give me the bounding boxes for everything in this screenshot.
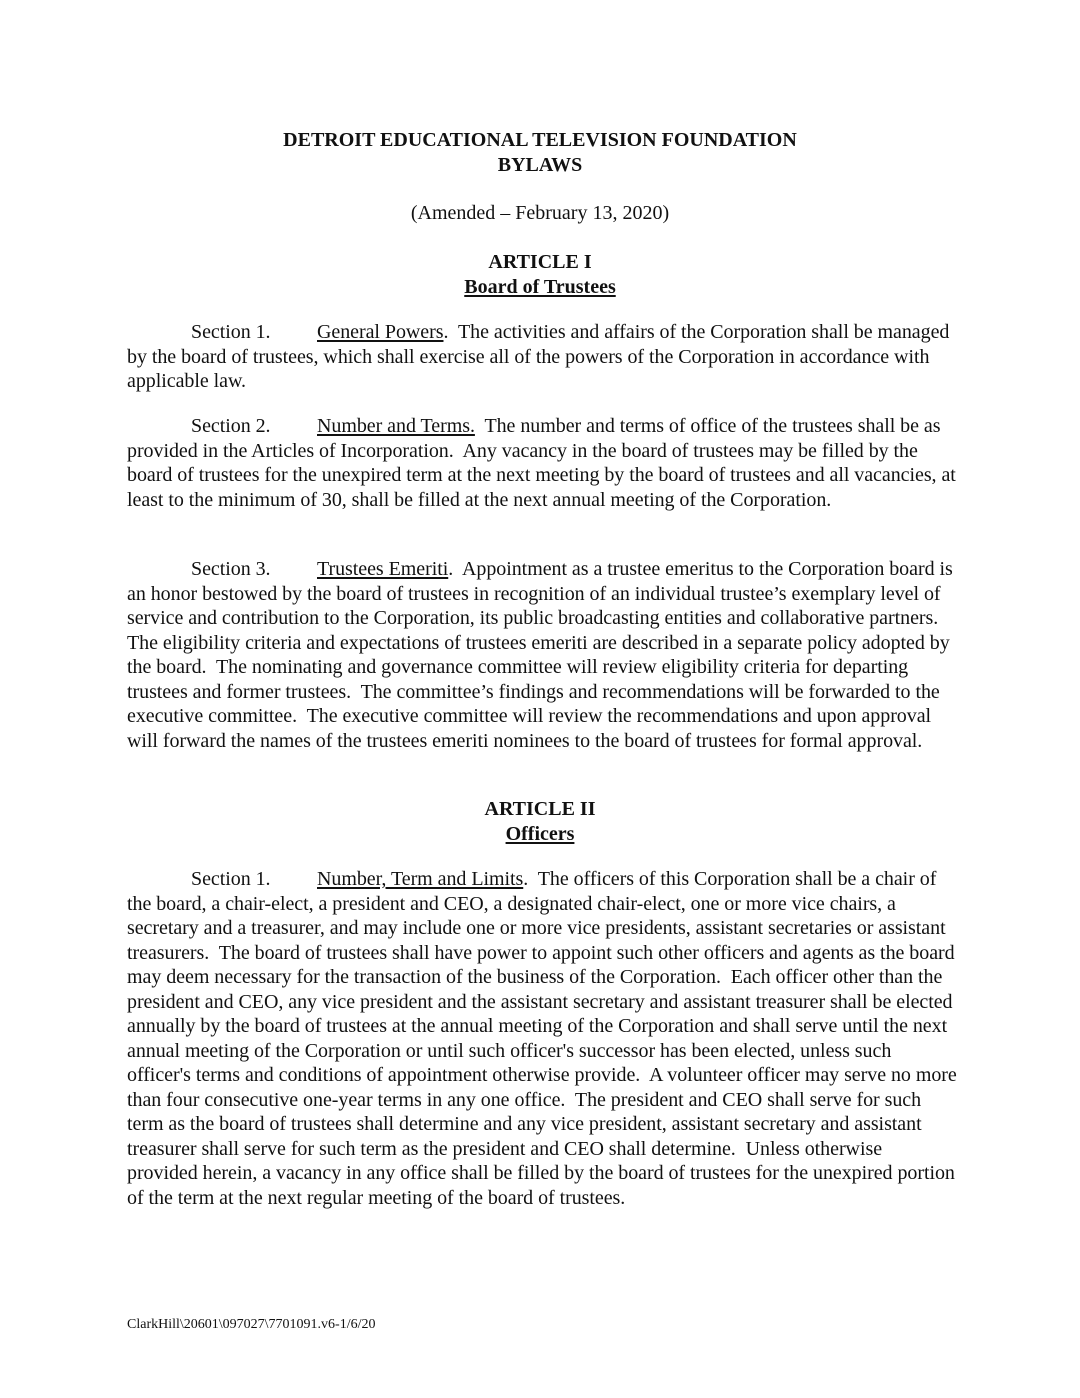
article-2-subheading: Officers — [505, 822, 575, 845]
article-2-header — [0, 797, 1080, 846]
article-1-section-1 — [127, 320, 957, 394]
section-text: The activities and affairs of the Corporation shall be managed by the board of trustees, which shall exercise all of the powers of the Corporation in accordance with applicable law. — [127, 321, 955, 392]
article-1-section-2 — [127, 414, 961, 512]
section-number: Section 2. — [191, 415, 271, 437]
amended-date: (Amended – February 13, 2020) — [410, 202, 670, 224]
section-text: Appointment as a trustee emeritus to the Corporation board is an honor bestowed by the board of trustees in recognition of an individual trustee’s exemplary level of service and contribution to the Corporation, its public broadcasting entities and collaborative partners. The eligibility criteria and expectations of trustees emeriti are described in a separate policy adopted by the board. The nominating and governance committee will review eligibility criteria for departing trustees and former trustees. The committee’s findings and recommendations will be forwarded to the executive committee. The executive committee will review the recommendations and upon approval will forward the names of the trustees emeriti nominees to the board of trustees for formal approval. — [127, 558, 958, 752]
title-line-1: DETROIT EDUCATIONAL TELEVISION FOUNDATION — [283, 129, 797, 151]
section-title: Number, Term and Limits — [317, 868, 524, 890]
footer-doc-id: ClarkHill\20601\097027\7701091.v6-1/6/20 — [127, 1317, 376, 1332]
section-title-suffix: . — [448, 558, 454, 580]
section-text: The number and terms of office of the trustees shall be as provided in the Articles of Incorporation. Any vacancy in the board of trustees may be filled by the board of trustees for the unexpired term at the next meeting by the board of trustees and all vacancies, at least to the minimum of 30, shall be filled at the next annual meeting of the Corporation. — [127, 415, 961, 511]
article-1-subheading: Board of Trustees — [464, 275, 616, 298]
section-number: Section 3. — [191, 558, 271, 580]
article-2-heading: ARTICLE II — [484, 798, 596, 820]
section-number: Section 1. — [191, 321, 271, 343]
document-title — [0, 128, 1080, 177]
section-title-suffix: . — [523, 868, 529, 890]
section-title: Number and Terms. — [317, 415, 475, 437]
section-title: General Powers — [317, 321, 444, 343]
section-title: Trustees Emeriti — [317, 558, 449, 580]
article-1-header — [0, 250, 1080, 299]
section-text: The officers of this Corporation shall be a chair of the board, a chair-elect, a president and CEO, a designated chair-elect, one or more vice chairs, a secretary and a treasurer, and may include one or more vice presidents, assistant secretaries or assistant treasurers. The board of trustees shall have power to appoint such other officers and agents as the board may deem necessary for the transaction of the business of the Corporation. Each officer other than the president and CEO, any vice president and the assistant secretary and assistant treasurer shall be elected annually by the board of trustees at the annual meeting of the Corporation and shall serve until the next annual meeting of the Corporation or until such officer's successor has been elected, unless such officer's terms and conditions of appointment otherwise provide. A volunteer officer may serve no more than four consecutive one-year terms in any one office. The president and CEO shall serve for such term as the board of trustees shall determine and any vice president, assistant secretary and assistant treasurer shall serve for such term as the president and CEO shall determine. Unless otherwise provided herein, a vacancy in any office shall be filled by the board of trustees for the unexpired portion of the term at the next regular meeting of the board of trustees. — [127, 868, 962, 1209]
title-line-2: BYLAWS — [497, 153, 583, 176]
article-2-section-1 — [127, 867, 962, 1210]
section-number: Section 1. — [191, 868, 271, 890]
article-1-section-3 — [127, 557, 957, 753]
article-1-heading: ARTICLE I — [488, 251, 592, 273]
section-title-suffix: . — [443, 321, 449, 343]
